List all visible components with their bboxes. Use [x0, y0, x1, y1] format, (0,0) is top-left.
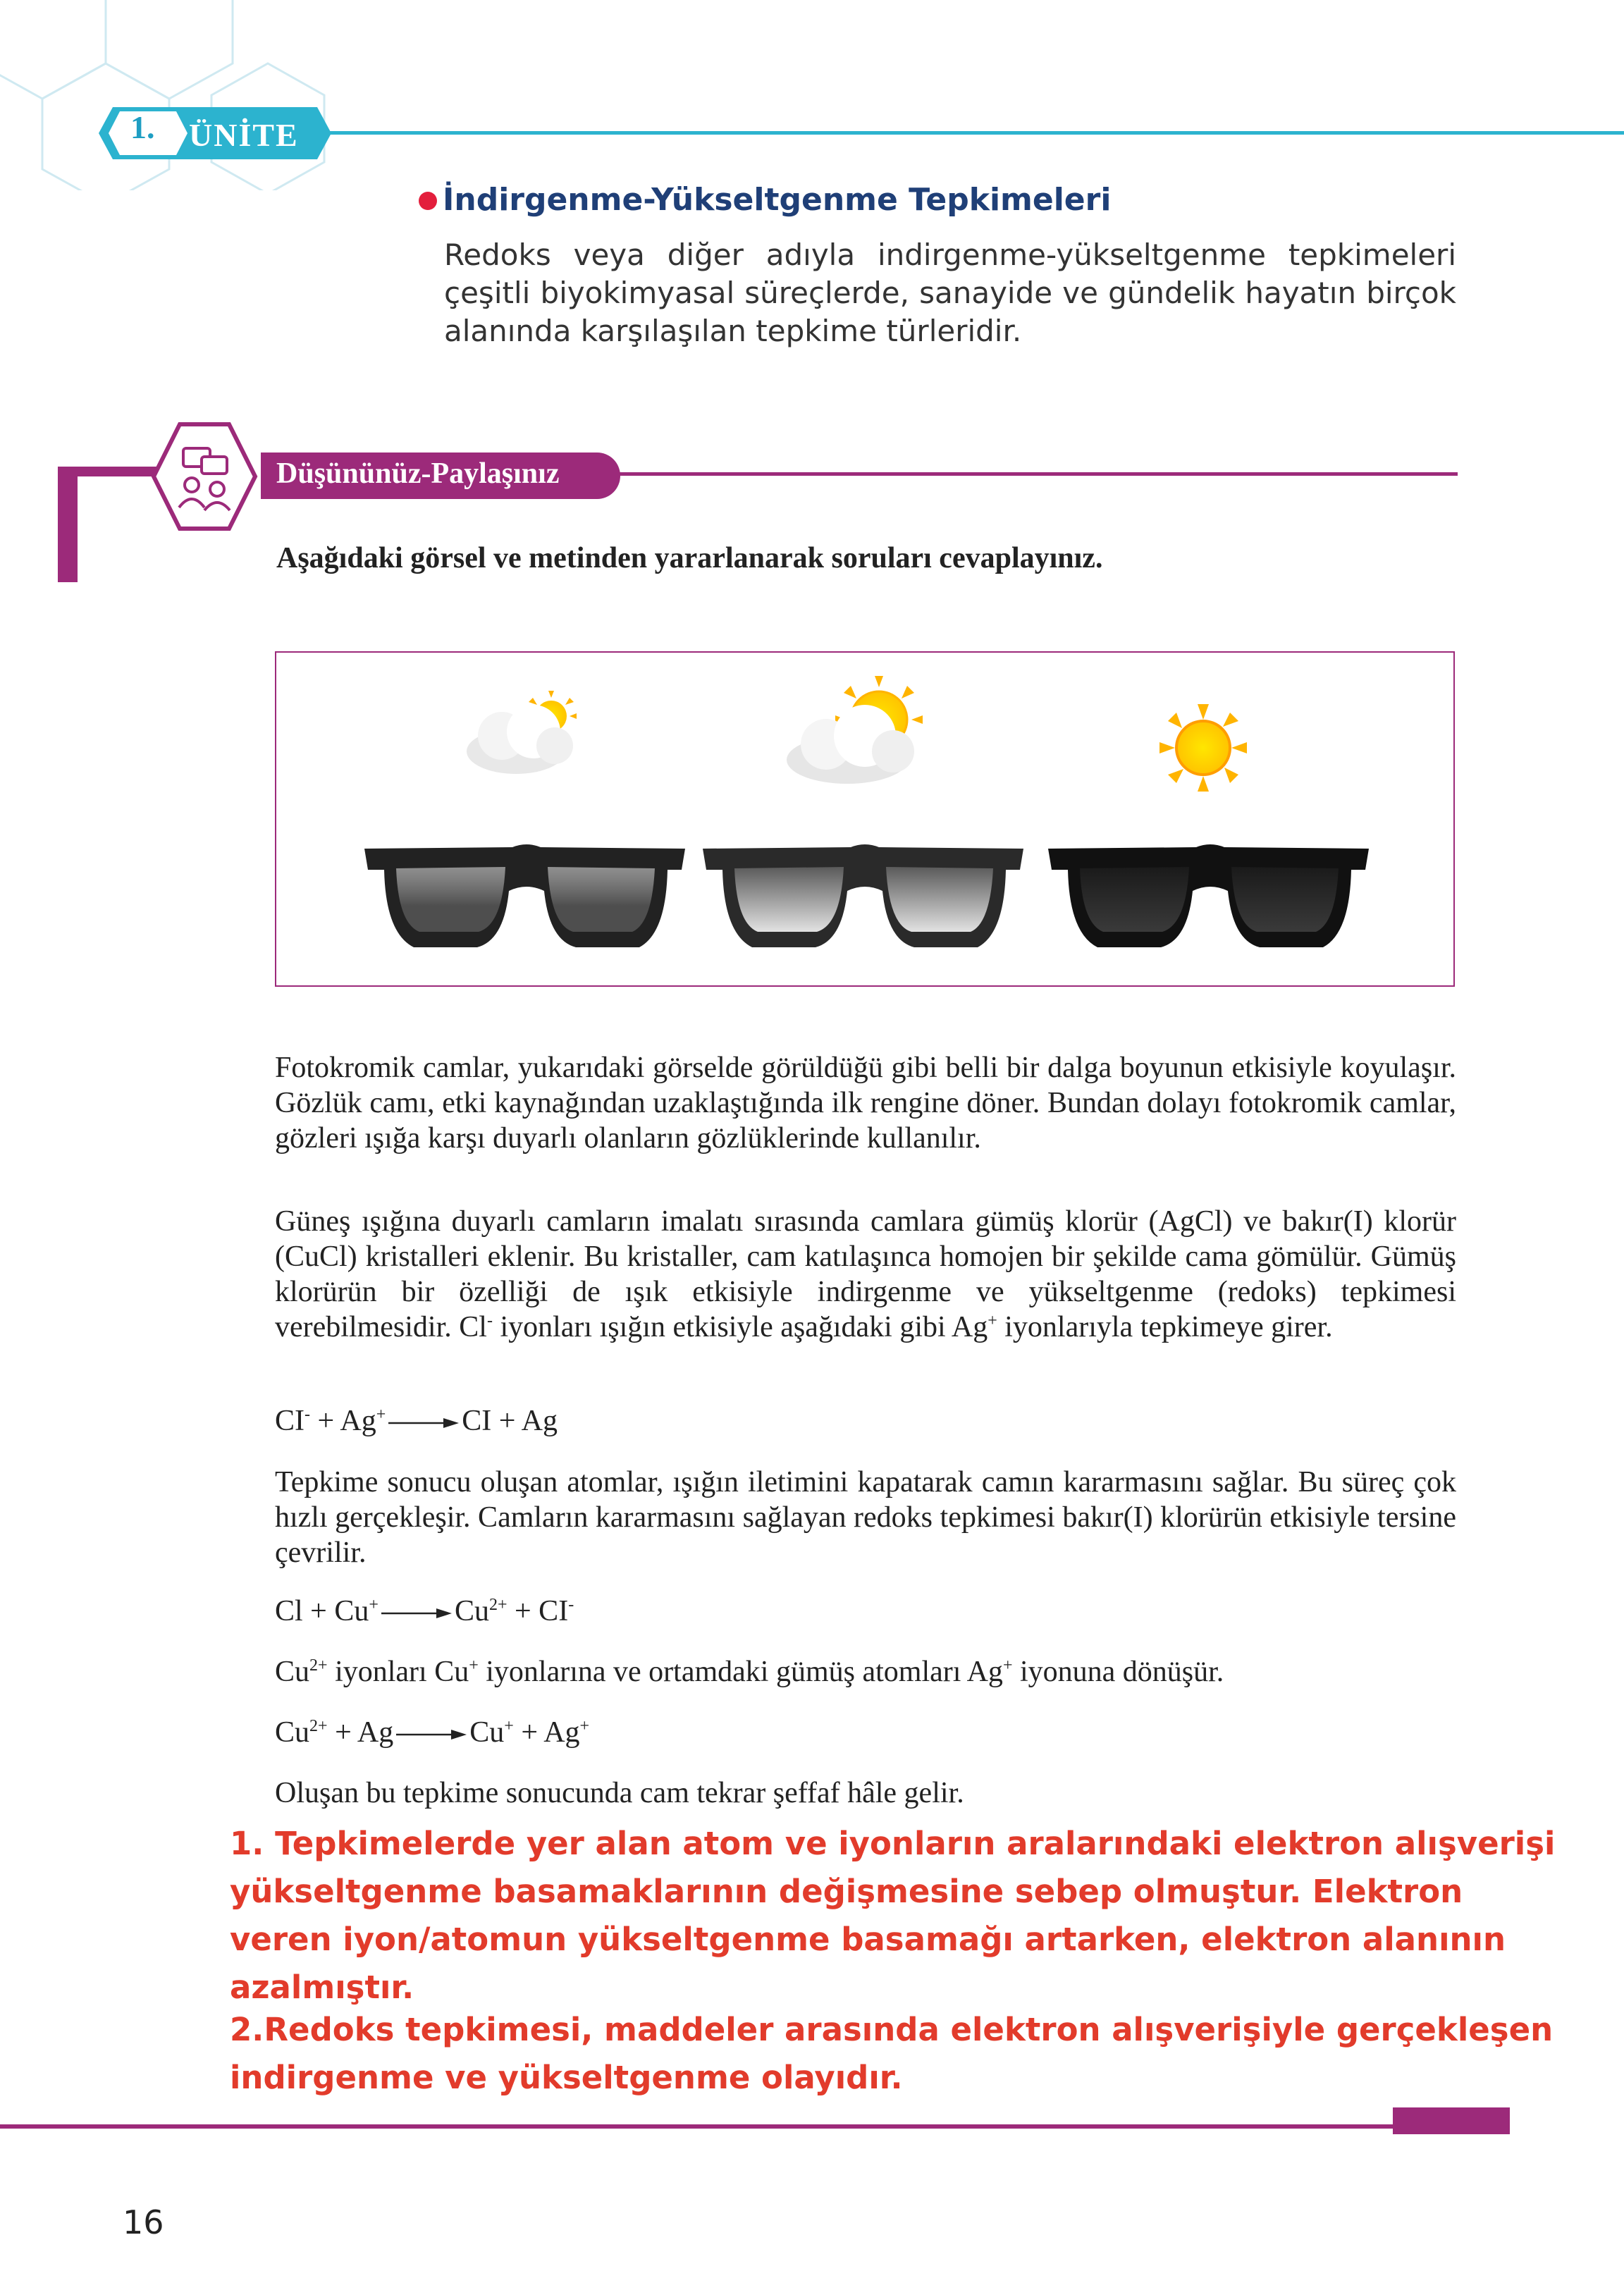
equation-2: Cl + Cu+ $Cu^{2+} + CI^-$ [275, 1595, 574, 1627]
reaction-arrow-icon [396, 1728, 467, 1742]
think-share-bracket [58, 467, 78, 582]
footer-accent-block [1393, 2107, 1510, 2134]
hexagon-pattern-decoration [0, 0, 331, 190]
discussion-people-icon [148, 420, 261, 533]
answer-2: 2.Redoks tepkimesi, maddeler arasında elektron alışverişiyle gerçekleşen indirgenme ve yükseltgenme olayıdır. [230, 2011, 1554, 2096]
section-intro: Redoks veya diğer adıyla indirgenme-yükseltgenme tepkimeleri çeşitli biyokimyasal süreçlerde, sanayide ve gündelik hayatın birçok alanında karşılaşılan tepkime türleridir. [444, 238, 1456, 348]
footer-line [0, 2124, 1445, 2129]
answer-1: 1. Tepkimelerde yer alan atom ve iyonların aralarındaki elektron alışverişi yükseltgenme basamaklarının değişmesine sebep olmuştur. Elektron veren iyon/atomun yükseltgenme basamağı artarken, elektron alanının azalmıştır. [230, 1825, 1556, 2006]
unit-label: ÜNİTE [189, 117, 299, 153]
unit-header-line [303, 131, 1624, 135]
figure-illustration [276, 653, 1453, 985]
section-bullet-icon [419, 192, 437, 210]
cloud-big-sun-icon [787, 676, 923, 784]
unit-number: 1. [130, 109, 155, 145]
photochromic-glasses-figure [275, 651, 1455, 987]
section-title: İndirgenme-Yükseltgenme Tepkimeleri [443, 182, 1112, 218]
paragraph-manufacturing: Güneş ışığına duyarlı camların imalatı sırasında camlara gümüş klorür (AgCl) ve bakır(I) klorür (CuCl) kristalleri eklenir. Bu kristaller, cam katılaşınca homojen bir şekilde cama gömülür. Gümüş klorürün bir özelliği de ışık etkisiyle indirgenme ve yükseltgenme (redoks) tepkimesi verebilmesidir. Cl- iyonları ışığın etkisiyle aşağıdaki gibi Ag+ iyonlarıyla tepkimeye girer. [275, 1205, 1456, 1343]
cloud-small-sun-icon [467, 691, 577, 774]
paragraph-ion-conversion: $Cu^{2+}$ iyonları Cu+ iyonlarına ve ortamdaki gümüş atomları Ag+ iyonuna dönüşür. [275, 1656, 1224, 1688]
equation-3: $Cu^{2+} + Ag$ Cu+ + Ag+ [275, 1716, 590, 1749]
paragraph-conclusion: Oluşan bu tepkime sonucunda cam tekrar şeffaf hâle gelir. [275, 1777, 964, 1809]
reaction-arrow-icon [388, 1416, 459, 1430]
think-share-label: Düşününüz-Paylaşınız [276, 457, 560, 490]
clear-glasses [364, 844, 685, 947]
page-number: 16 [123, 2203, 164, 2241]
sun-icon [1159, 704, 1247, 792]
think-share-line [613, 472, 1458, 476]
think-share-bracket-top [58, 467, 156, 476]
paragraph-photochromic: Fotokromik camlar, yukarıdaki görselde görüldüğü gibi belli bir dalga boyunun etkisiyle koyulaşır. Gözlük camı, etki kaynağından uzaklaştığında ilk rengine döner. Bundan dolayı fotokromik camlar, gözleri ışığa karşı duyarlı olanların gözlüklerinde kullanılır. [275, 1052, 1456, 1155]
think-share-question: Aşağıdaki görsel ve metinden yararlanarak soruları cevaplayınız. [276, 542, 1103, 574]
dark-tinted-glasses [1048, 844, 1369, 947]
half-tinted-glasses [703, 844, 1023, 947]
equation-1: CI- + Ag+ CI + Ag [275, 1405, 558, 1437]
reaction-arrow-icon [381, 1606, 452, 1620]
paragraph-reaction-result: Tepkime sonucu oluşan atomlar, ışığın iletimini kapatarak camın kararmasını sağlar. Bu süreç çok hızlı gerçekleşir. Camların kararmasını sağlayan redoks tepkimesi bakır(I) klorürün etkisiyle tersine çevrilir. [275, 1466, 1456, 1569]
